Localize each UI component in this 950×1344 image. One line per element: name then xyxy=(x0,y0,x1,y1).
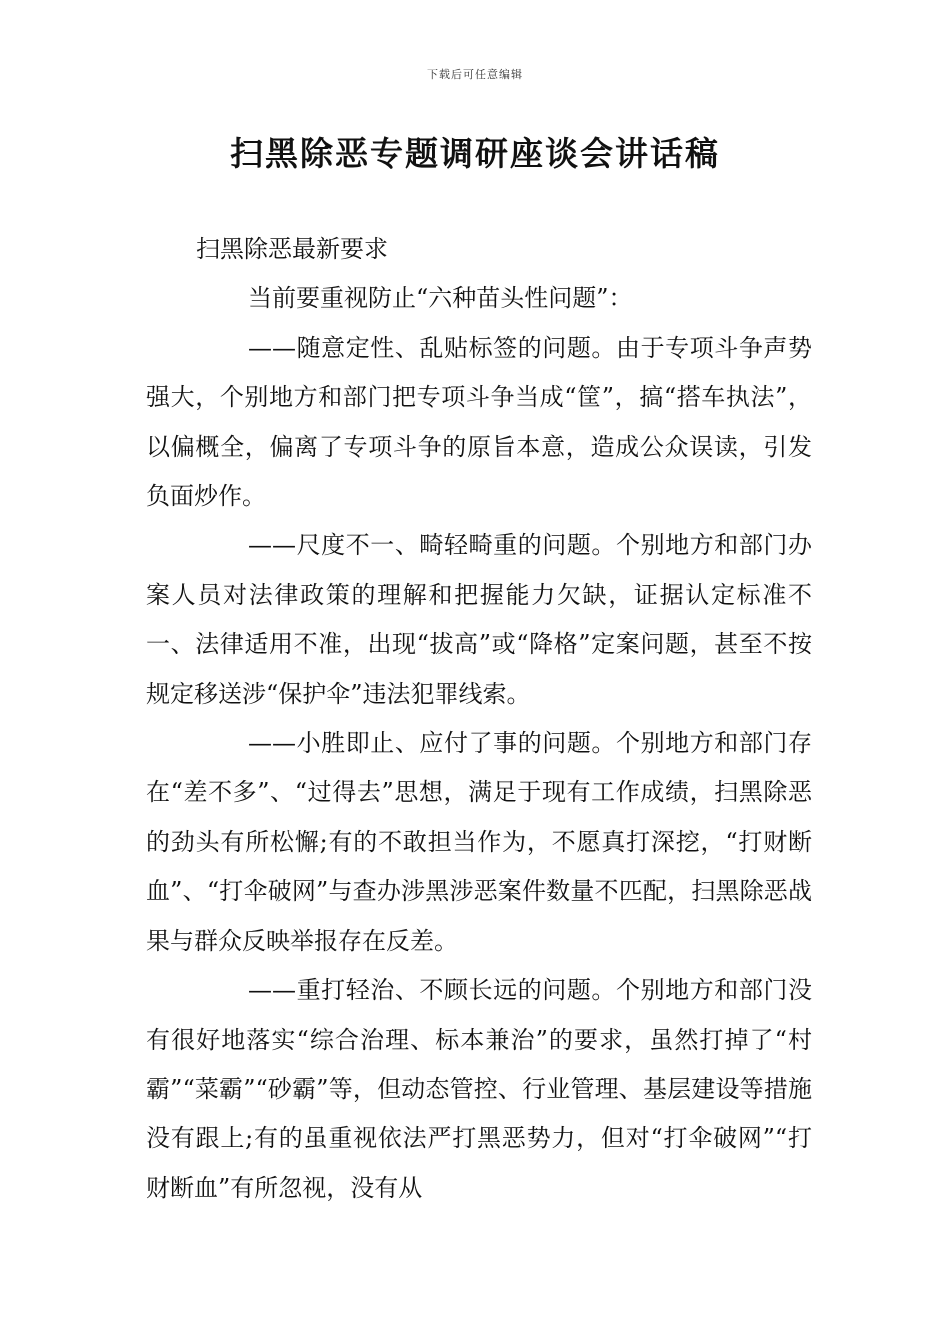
paragraph-issue-4: ——重打轻治、不顾长远的问题。个别地方和部门没有很好地落实“综合治理、标本兼治”的要求，虽然打掉了“村霸”“菜霸”“砂霸”等，但动态管控、行业管理、基层建设等措施没有跟上;有的虽重视依法严打黑恶势力，但对“打伞破网”“打财断血”有所忽视，没有从 xyxy=(146,976,812,1202)
document-title: 扫黑除恶专题调研座谈会讲话稿 xyxy=(230,134,720,173)
document-body xyxy=(146,225,812,1213)
paragraph-intro: 当前要重视防止“六种苗头性问题”： xyxy=(248,284,633,313)
paragraph-issue-3: ——小胜即止、应付了事的问题。个别地方和部门存在“差不多”、“过得去”思想，满足于现有工作成绩，扫黑除恶的劲头有所松懈;有的不敢担当作为，不愿真打深挖，“打财断血”、“打伞破网”与查办涉黑涉恶案件数量不匹配，扫黑除恶战果与群众反映举报存在反差。 xyxy=(146,729,812,955)
paragraph-issue-2: ——尺度不一、畸轻畸重的问题。个别地方和部门办案人员对法律政策的理解和把握能力欠缺，证据认定标准不一、法律适用不准，出现“拔高”或“降格”定案问题，甚至不按规定移送涉“保护伞”违法犯罪线索。 xyxy=(146,531,812,708)
section-subheading: 扫黑除恶最新要求 xyxy=(196,235,388,263)
paragraph-issue-1: ——随意定性、乱贴标签的问题。由于专项斗争声势强大，个别地方和部门把专项斗争当成“筐”，搞“搭车执法”，以偏概全，偏离了专项斗争的原旨本意，造成公众误读，引发负面炒作。 xyxy=(146,333,812,511)
header-note: 下载后可任意编辑 xyxy=(427,68,523,81)
